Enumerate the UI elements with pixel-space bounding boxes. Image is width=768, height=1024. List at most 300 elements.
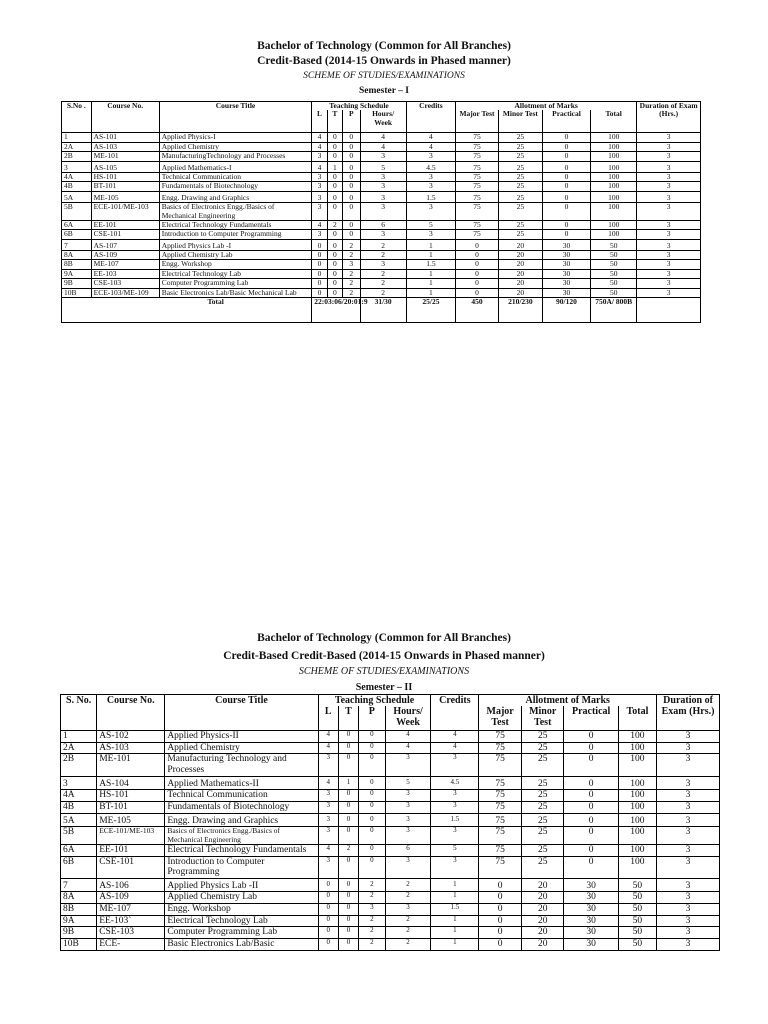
col-hours: Hours/ Week xyxy=(360,110,406,133)
table-row xyxy=(62,133,701,142)
cell-course-title: Computer Programming Lab xyxy=(165,927,318,939)
cell-sno: 1 xyxy=(62,133,92,142)
cell-hours: 3 xyxy=(360,172,406,181)
cell-course-no: CSE-103 xyxy=(91,279,159,288)
cell-practical: 0 xyxy=(564,813,618,827)
cell-course-no: AS-102 xyxy=(97,731,165,743)
cell-total: 100 xyxy=(618,754,656,776)
cell-major: 0 xyxy=(479,938,522,950)
cell-sno: 8A xyxy=(61,892,97,904)
semester-2-table xyxy=(60,694,720,951)
cell-sno: 5A xyxy=(62,191,92,202)
cell-p: 0 xyxy=(343,182,361,191)
cell-course-no: AS-109 xyxy=(91,251,159,260)
cell-course-no: CSE-101 xyxy=(91,230,159,239)
total-duration xyxy=(637,298,701,323)
cell-t: 0 xyxy=(327,152,342,161)
cell-t: 0 xyxy=(338,915,358,927)
col-l: L xyxy=(318,706,338,731)
cell-duration: 3 xyxy=(657,754,720,776)
cell-course-title: Applied Physics Lab -II xyxy=(165,878,318,892)
cell-minor: 20 xyxy=(521,878,564,892)
cell-p: 0 xyxy=(359,731,386,743)
cell-minor: 20 xyxy=(498,239,542,250)
cell-t: 0 xyxy=(338,927,358,939)
cell-total: 100 xyxy=(591,161,637,172)
cell-l: 0 xyxy=(318,915,338,927)
cell-sno: 9A xyxy=(61,915,97,927)
cell-sno: 6B xyxy=(61,856,97,878)
cell-duration: 3 xyxy=(637,152,701,161)
cell-major: 75 xyxy=(456,203,499,221)
cell-total: 50 xyxy=(591,239,637,250)
cell-course-title: Engg. Drawing and Graphics xyxy=(165,813,318,827)
cell-p: 0 xyxy=(359,827,386,845)
cell-minor: 20 xyxy=(498,288,542,297)
table-row xyxy=(61,892,720,904)
cell-course-title: Applied Mathematics-I xyxy=(159,161,312,172)
cell-hours: 4 xyxy=(385,742,431,754)
cell-sno: 2B xyxy=(61,754,97,776)
cell-t: 2 xyxy=(327,220,342,229)
cell-duration: 3 xyxy=(637,191,701,202)
cell-minor: 20 xyxy=(498,279,542,288)
cell-major: 0 xyxy=(479,927,522,939)
cell-practical: 0 xyxy=(542,182,590,191)
col-p: P xyxy=(343,110,361,133)
cell-duration: 3 xyxy=(637,161,701,172)
cell-hours: 3 xyxy=(385,856,431,878)
cell-l: 3 xyxy=(312,191,327,202)
cell-total: 100 xyxy=(618,776,656,790)
cell-practical: 30 xyxy=(542,288,590,297)
cell-duration: 3 xyxy=(657,938,720,950)
cell-hours: 3 xyxy=(385,801,431,813)
cell-credits: 4 xyxy=(431,731,479,743)
cell-t: 0 xyxy=(327,172,342,181)
table-row xyxy=(61,927,720,939)
cell-hours: 3 xyxy=(360,260,406,269)
col-sno: S. No. xyxy=(61,695,97,731)
cell-total: 100 xyxy=(618,813,656,827)
cell-hours: 3 xyxy=(360,182,406,191)
cell-practical: 30 xyxy=(542,260,590,269)
cell-total: 50 xyxy=(618,878,656,892)
cell-p: 0 xyxy=(359,844,386,856)
col-major: Major Test xyxy=(456,110,499,133)
col-major: Major Test xyxy=(479,706,522,731)
total-total: 750A/ 800B xyxy=(591,298,637,323)
cell-major: 0 xyxy=(479,878,522,892)
cell-practical: 0 xyxy=(542,152,590,161)
cell-p: 3 xyxy=(343,260,361,269)
cell-hours: 3 xyxy=(360,191,406,202)
col-practical: Practical xyxy=(564,706,618,731)
col-duration: Duration of Exam (Hrs.) xyxy=(637,102,701,133)
cell-practical: 30 xyxy=(542,239,590,250)
cell-duration: 3 xyxy=(657,892,720,904)
cell-total: 50 xyxy=(618,938,656,950)
cell-p: 0 xyxy=(359,742,386,754)
cell-minor: 20 xyxy=(521,938,564,950)
col-course-title: Course Title xyxy=(165,695,318,731)
table-row xyxy=(61,742,720,754)
cell-p: 2 xyxy=(343,288,361,297)
cell-p: 0 xyxy=(343,161,361,172)
cell-sno: 4B xyxy=(61,801,97,813)
cell-hours: 2 xyxy=(360,288,406,297)
cell-practical: 0 xyxy=(542,161,590,172)
cell-t: 0 xyxy=(338,790,358,802)
cell-minor: 25 xyxy=(498,203,542,221)
cell-course-title: Applied Chemistry Lab xyxy=(165,892,318,904)
cell-l: 0 xyxy=(318,878,338,892)
cell-t: 0 xyxy=(327,260,342,269)
cell-sno: 6B xyxy=(62,230,92,239)
cell-course-no: ME-105 xyxy=(97,813,165,827)
cell-l: 0 xyxy=(318,938,338,950)
cell-credits: 3 xyxy=(431,827,479,845)
col-t: T xyxy=(338,706,358,731)
cell-sno: 5B xyxy=(62,203,92,221)
cell-duration: 3 xyxy=(637,251,701,260)
cell-credits: 1 xyxy=(431,892,479,904)
cell-total: 100 xyxy=(591,133,637,142)
cell-l: 4 xyxy=(312,220,327,229)
cell-major: 75 xyxy=(456,142,499,151)
cell-course-title: Electrical Technology Fundamentals xyxy=(165,844,318,856)
cell-minor: 25 xyxy=(521,827,564,845)
cell-course-no: ME-105 xyxy=(91,191,159,202)
cell-major: 0 xyxy=(456,288,499,297)
cell-major: 75 xyxy=(456,133,499,142)
cell-course-no: ECE- xyxy=(97,938,165,950)
cell-major: 75 xyxy=(456,152,499,161)
cell-l: 0 xyxy=(312,279,327,288)
cell-t: 0 xyxy=(327,239,342,250)
cell-course-no: BT-101 xyxy=(91,182,159,191)
cell-major: 0 xyxy=(456,251,499,260)
cell-credits: 4.5 xyxy=(431,776,479,790)
cell-total: 50 xyxy=(618,904,656,916)
cell-major: 0 xyxy=(479,904,522,916)
cell-course-title: Engg. Drawing and Graphics xyxy=(159,191,312,202)
cell-major: 0 xyxy=(456,269,499,278)
cell-practical: 0 xyxy=(564,844,618,856)
col-minor: Minor Test xyxy=(521,706,564,731)
cell-course-no: AS-109 xyxy=(97,892,165,904)
cell-practical: 30 xyxy=(564,904,618,916)
cell-l: 4 xyxy=(312,142,327,151)
cell-duration: 3 xyxy=(657,742,720,754)
cell-credits: 1 xyxy=(406,251,455,260)
cell-hours: 2 xyxy=(385,927,431,939)
cell-major: 75 xyxy=(456,182,499,191)
cell-duration: 3 xyxy=(657,904,720,916)
cell-t: 0 xyxy=(327,203,342,221)
cell-l: 4 xyxy=(318,776,338,790)
total-credits: 25/25 xyxy=(406,298,455,323)
cell-credits: 3 xyxy=(406,230,455,239)
cell-total: 100 xyxy=(618,827,656,845)
total-row xyxy=(62,298,701,323)
col-teaching-schedule: Teaching Schedule xyxy=(318,695,431,707)
cell-credits: 4 xyxy=(431,742,479,754)
cell-practical: 0 xyxy=(542,133,590,142)
cell-hours: 2 xyxy=(385,915,431,927)
cell-duration: 3 xyxy=(637,220,701,229)
cell-total: 100 xyxy=(618,844,656,856)
cell-course-no: ECE-101/ME-103 xyxy=(91,203,159,221)
cell-p: 0 xyxy=(343,203,361,221)
cell-total: 100 xyxy=(591,172,637,181)
table-row xyxy=(61,813,720,827)
semester-heading: Semester – I xyxy=(359,86,409,96)
cell-major: 75 xyxy=(456,191,499,202)
cell-practical: 30 xyxy=(564,892,618,904)
cell-major: 75 xyxy=(479,813,522,827)
cell-course-no: AS-101 xyxy=(91,133,159,142)
cell-p: 0 xyxy=(343,172,361,181)
cell-l: 3 xyxy=(318,754,338,776)
cell-credits: 1 xyxy=(431,915,479,927)
cell-p: 0 xyxy=(343,142,361,151)
table-row xyxy=(61,915,720,927)
cell-total: 50 xyxy=(591,251,637,260)
cell-p: 0 xyxy=(359,776,386,790)
cell-duration: 3 xyxy=(637,182,701,191)
cell-p: 0 xyxy=(343,230,361,239)
col-duration: Duration of Exam (Hrs.) xyxy=(657,695,720,731)
cell-t: 0 xyxy=(327,279,342,288)
cell-l: 3 xyxy=(318,801,338,813)
cell-t: 0 xyxy=(338,813,358,827)
cell-minor: 25 xyxy=(498,191,542,202)
cell-total: 50 xyxy=(618,892,656,904)
cell-t: 0 xyxy=(327,288,342,297)
cell-course-title: Basic Electronics Lab/Basic xyxy=(165,938,318,950)
table-row xyxy=(62,239,701,250)
cell-p: 2 xyxy=(343,239,361,250)
cell-hours: 6 xyxy=(360,220,406,229)
cell-course-title: Technical Communication xyxy=(165,790,318,802)
cell-course-title: Applied Physics Lab -I xyxy=(159,239,312,250)
cell-hours: 3 xyxy=(385,790,431,802)
document-subtitle: Credit-Based Credit-Based (2014-15 Onwards in Phased manner) xyxy=(223,650,545,662)
cell-minor: 25 xyxy=(521,844,564,856)
table-row xyxy=(62,152,701,161)
cell-credits: 4.5 xyxy=(406,161,455,172)
cell-duration: 3 xyxy=(637,230,701,239)
cell-sno: 4B xyxy=(62,182,92,191)
cell-p: 0 xyxy=(359,790,386,802)
cell-major: 75 xyxy=(479,742,522,754)
total-ltp: 22:03:06/20:01:9 xyxy=(312,298,360,323)
cell-credits: 3 xyxy=(431,790,479,802)
cell-course-no: EE-101 xyxy=(97,844,165,856)
cell-p: 2 xyxy=(359,938,386,950)
cell-duration: 3 xyxy=(637,260,701,269)
cell-t: 0 xyxy=(327,182,342,191)
col-credits: Credits xyxy=(406,102,455,133)
cell-course-no: AS-105 xyxy=(91,161,159,172)
col-p: P xyxy=(359,706,386,731)
cell-major: 75 xyxy=(479,790,522,802)
cell-p: 2 xyxy=(343,269,361,278)
cell-credits: 1 xyxy=(406,269,455,278)
cell-t: 0 xyxy=(338,731,358,743)
cell-practical: 0 xyxy=(542,203,590,221)
cell-practical: 30 xyxy=(542,279,590,288)
cell-practical: 0 xyxy=(564,731,618,743)
col-allotment: Allotment of Marks xyxy=(479,695,657,707)
cell-t: 0 xyxy=(338,892,358,904)
cell-credits: 1.5 xyxy=(431,813,479,827)
cell-t: 0 xyxy=(338,742,358,754)
cell-l: 3 xyxy=(312,172,327,181)
cell-minor: 25 xyxy=(521,742,564,754)
cell-credits: 1.5 xyxy=(406,191,455,202)
cell-l: 0 xyxy=(312,260,327,269)
col-sno: S.No . xyxy=(62,102,92,133)
cell-p: 3 xyxy=(359,904,386,916)
cell-t: 1 xyxy=(327,161,342,172)
cell-course-title: Fundamentals of Biotechnology xyxy=(159,182,312,191)
cell-hours: 2 xyxy=(360,269,406,278)
cell-duration: 3 xyxy=(637,203,701,221)
cell-practical: 0 xyxy=(564,801,618,813)
cell-major: 75 xyxy=(479,731,522,743)
cell-sno: 8B xyxy=(61,904,97,916)
cell-sno: 6A xyxy=(62,220,92,229)
document-subtitle: Credit-Based (2014-15 Onwards in Phased manner) xyxy=(257,55,511,67)
cell-l: 3 xyxy=(312,203,327,221)
cell-minor: 25 xyxy=(521,801,564,813)
cell-course-no: ME-101 xyxy=(97,754,165,776)
cell-practical: 30 xyxy=(564,938,618,950)
cell-duration: 3 xyxy=(637,142,701,151)
cell-course-title: Technical Communication xyxy=(159,172,312,181)
cell-duration: 3 xyxy=(657,927,720,939)
cell-duration: 3 xyxy=(657,813,720,827)
cell-course-no: BT-101 xyxy=(97,801,165,813)
cell-course-title: Applied Mathematics-II xyxy=(165,776,318,790)
cell-sno: 9A xyxy=(62,269,92,278)
cell-credits: 1 xyxy=(431,927,479,939)
cell-major: 75 xyxy=(456,161,499,172)
col-teaching-schedule: Teaching Schedule xyxy=(312,102,406,111)
cell-practical: 0 xyxy=(542,191,590,202)
cell-hours: 2 xyxy=(385,892,431,904)
cell-p: 0 xyxy=(343,191,361,202)
cell-major: 75 xyxy=(479,776,522,790)
cell-course-title: ManufacturingTechnology and Processes xyxy=(159,152,312,161)
cell-major: 75 xyxy=(456,172,499,181)
cell-major: 75 xyxy=(479,754,522,776)
cell-practical: 0 xyxy=(564,754,618,776)
cell-course-no: AS-104 xyxy=(97,776,165,790)
cell-l: 3 xyxy=(312,152,327,161)
cell-minor: 25 xyxy=(498,161,542,172)
col-t: T xyxy=(327,110,342,133)
document-title: Bachelor of Technology (Common for All Branches) xyxy=(257,40,511,52)
cell-hours: 3 xyxy=(360,203,406,221)
col-practical: Practical xyxy=(542,110,590,133)
cell-minor: 20 xyxy=(521,927,564,939)
cell-sno: 2A xyxy=(61,742,97,754)
cell-minor: 20 xyxy=(521,904,564,916)
cell-sno: 7 xyxy=(61,878,97,892)
cell-practical: 0 xyxy=(564,856,618,878)
cell-sno: 3 xyxy=(62,161,92,172)
cell-l: 3 xyxy=(318,856,338,878)
cell-credits: 1 xyxy=(406,288,455,297)
cell-hours: 6 xyxy=(385,844,431,856)
cell-credits: 5 xyxy=(431,844,479,856)
cell-p: 2 xyxy=(359,878,386,892)
cell-t: 0 xyxy=(338,878,358,892)
cell-major: 75 xyxy=(479,801,522,813)
cell-total: 100 xyxy=(591,191,637,202)
cell-credits: 1 xyxy=(406,279,455,288)
cell-credits: 3 xyxy=(431,856,479,878)
cell-practical: 0 xyxy=(564,790,618,802)
table-row xyxy=(61,754,720,776)
cell-minor: 25 xyxy=(521,754,564,776)
cell-duration: 3 xyxy=(637,269,701,278)
col-course-title: Course Title xyxy=(159,102,312,133)
cell-sno: 2B xyxy=(62,152,92,161)
cell-p: 0 xyxy=(359,856,386,878)
cell-minor: 20 xyxy=(498,251,542,260)
cell-l: 0 xyxy=(318,927,338,939)
cell-hours: 3 xyxy=(385,904,431,916)
cell-credits: 3 xyxy=(406,172,455,181)
cell-practical: 0 xyxy=(564,827,618,845)
total-practical: 90/120 xyxy=(542,298,590,323)
table-row xyxy=(62,182,701,191)
cell-hours: 2 xyxy=(360,279,406,288)
cell-total: 100 xyxy=(591,142,637,151)
cell-p: 0 xyxy=(343,133,361,142)
cell-minor: 20 xyxy=(498,260,542,269)
cell-minor: 25 xyxy=(498,133,542,142)
cell-credits: 1 xyxy=(431,938,479,950)
cell-minor: 25 xyxy=(521,856,564,878)
cell-practical: 30 xyxy=(542,251,590,260)
cell-minor: 25 xyxy=(498,142,542,151)
cell-course-no: ME-101 xyxy=(91,152,159,161)
table-row xyxy=(62,230,701,239)
cell-duration: 3 xyxy=(657,856,720,878)
cell-t: 2 xyxy=(338,844,358,856)
cell-minor: 25 xyxy=(498,182,542,191)
cell-major: 0 xyxy=(456,260,499,269)
cell-l: 0 xyxy=(312,269,327,278)
cell-practical: 0 xyxy=(542,230,590,239)
cell-hours: 3 xyxy=(385,813,431,827)
cell-duration: 3 xyxy=(657,731,720,743)
cell-sno: 1 xyxy=(61,731,97,743)
cell-hours: 4 xyxy=(360,142,406,151)
cell-l: 0 xyxy=(312,239,327,250)
cell-practical: 30 xyxy=(564,927,618,939)
cell-duration: 3 xyxy=(657,801,720,813)
cell-course-title: Basics of Electronics Engg./Basics of Mechanical Engineering xyxy=(165,827,318,845)
cell-sno: 7 xyxy=(62,239,92,250)
cell-course-title: Fundamentals of Biotechnology xyxy=(165,801,318,813)
cell-l: 4 xyxy=(318,731,338,743)
